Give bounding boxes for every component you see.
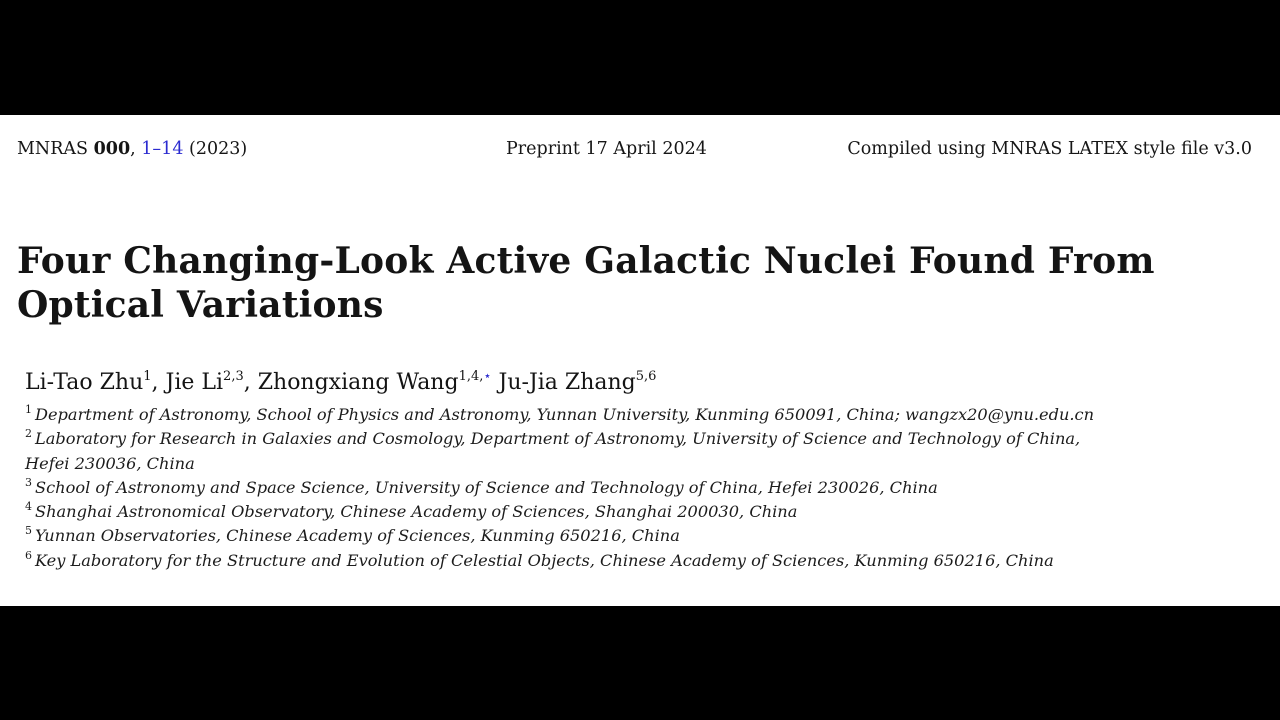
affiliation-text: Yunnan Observatories, Chinese Academy of Sciences, Kunming 650216, China bbox=[35, 526, 680, 546]
journal-volume: 000 bbox=[93, 139, 131, 159]
author-name: Li-Tao Zhu bbox=[25, 370, 144, 395]
preprint-date: Preprint 17 April 2024 bbox=[506, 139, 707, 159]
title-line-2: Optical Variations bbox=[17, 284, 384, 326]
affiliation-text: Department of Astronomy, School of Physics and Astronomy, Yunnan University, Kunming 650091, China; wangzx20@ynu.edu.cn bbox=[35, 405, 1095, 424]
affiliation-number: 6 bbox=[25, 548, 32, 562]
journal-year: (2023) bbox=[189, 139, 248, 159]
running-header bbox=[17, 139, 1252, 163]
author-name: Ju-Jia Zhang bbox=[498, 370, 636, 395]
author-name: Zhongxiang Wang bbox=[257, 370, 459, 395]
paper-page bbox=[0, 115, 1280, 606]
affiliation-number: 3 bbox=[25, 475, 32, 489]
author-affil-sup: 2,3 bbox=[223, 369, 244, 384]
affiliation-list bbox=[25, 403, 1255, 573]
affiliation-text: Laboratory for Research in Galaxies and Cosmology, Department of Astronomy, University of Science and Technology of China, bbox=[35, 429, 1081, 449]
affiliation-text: School of Astronomy and Space Science, University of Science and Technology of China, Hefei 230026, China bbox=[35, 477, 938, 497]
affiliation-item bbox=[25, 427, 1255, 476]
affiliation-item bbox=[25, 524, 1255, 548]
author-affil-sup: 1 bbox=[143, 369, 152, 384]
journal-citation: MNRAS 000, 1–14 (2023) bbox=[17, 139, 248, 159]
author-list: Li-Tao Zhu$^1$, Jie Li$^{2,3}$, Zhongxiang Wang$^{1,4,⋆}$ Ju-Jia Zhang$^{5,6}$ bbox=[25, 369, 657, 395]
affiliation-item bbox=[25, 403, 1255, 427]
compiled-note: Compiled using MNRAS LATEX style file v3.0 bbox=[847, 139, 1252, 159]
journal-name: MNRAS bbox=[17, 139, 89, 159]
affiliation-number: 4 bbox=[25, 500, 32, 514]
affiliation-number: 5 bbox=[25, 524, 32, 538]
author-affil-sup: 1,4, bbox=[458, 369, 484, 384]
affiliation-text-cont: Hefei 230036, China bbox=[25, 453, 195, 473]
author-affil-sup: 5,6 bbox=[635, 369, 657, 384]
paper-title bbox=[17, 239, 1257, 327]
affiliation-text: Key Laboratory for the Structure and Evolution of Celestial Objects, Chinese Academy of Sciences, Kunming 650216, China bbox=[35, 550, 1054, 570]
affiliation-item bbox=[25, 549, 1255, 573]
affiliation-number: 2 bbox=[25, 427, 32, 441]
affiliation-number: 1 bbox=[25, 403, 32, 416]
affiliation-text: Shanghai Astronomical Observatory, Chinese Academy of Sciences, Shanghai 200030, China bbox=[35, 502, 798, 522]
page-range-link[interactable]: 1–14 bbox=[141, 139, 184, 159]
affiliation-item bbox=[25, 500, 1255, 524]
corresponding-author-star[interactable]: ⋆ bbox=[483, 369, 492, 384]
affiliation-item bbox=[25, 476, 1255, 500]
author-name: Jie Li bbox=[165, 370, 224, 395]
title-line-1: Four Changing-Look Active Galactic Nuclei Found From bbox=[17, 240, 1155, 282]
